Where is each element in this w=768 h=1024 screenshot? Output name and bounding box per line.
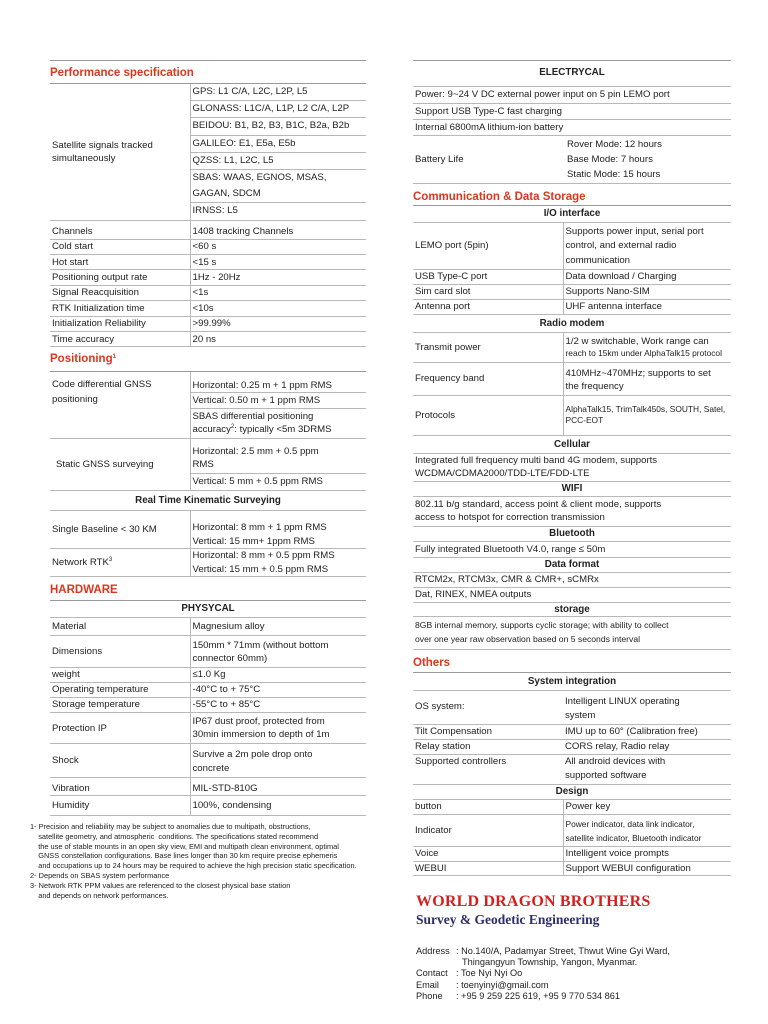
others-value-line: Intelligent LINUX operating: [565, 695, 680, 707]
format-title: Data format: [413, 558, 731, 573]
hw-value-line: 30min immersion to depth of 1m: [192, 729, 330, 741]
design-label: WEBUI: [413, 861, 563, 876]
storage-line: over one year raw observation based on 5 seconds interval: [415, 633, 641, 644]
perf-label: Time accuracy: [50, 331, 190, 346]
hw-row: [50, 635, 366, 667]
battery-life-value: Base Mode: 7 hours: [567, 154, 653, 165]
phone-value: : +95 9 259 225 619, +95 9 770 534 861: [456, 990, 620, 1001]
radio-value: [563, 362, 731, 395]
system-integration-title: System integration: [413, 672, 731, 691]
positioning-title: [50, 347, 366, 372]
hw-label: Protection IP: [50, 713, 190, 744]
static-h-line: Horizontal: 2.5 mm + 0.5 ppm: [192, 446, 319, 458]
radio-value-line: 1/2 w switchable, Work range can: [565, 335, 709, 347]
static-v: Vertical: 5 mm + 0.5 ppm RMS: [190, 473, 366, 490]
radio-table: [413, 333, 731, 436]
hw-label: weight: [50, 668, 190, 683]
network-sup: 3: [108, 557, 113, 564]
io-value: [563, 223, 731, 269]
io-label: USB Type-C port: [413, 269, 563, 284]
design-value: Power key: [563, 800, 731, 815]
static-row: [50, 439, 366, 473]
perf-row: [50, 239, 366, 254]
hw-label: Vibration: [50, 777, 190, 795]
io-value: Data download / Charging: [563, 269, 731, 284]
perf-value: 1408 tracking Channels: [190, 220, 366, 239]
sbas-accuracy: [190, 408, 366, 438]
battery-life-values: [563, 136, 731, 184]
design-value: Support WEBUI configuration: [563, 861, 731, 876]
contact-label: Address: [416, 946, 450, 956]
perf-row: [50, 301, 366, 316]
hw-value-line: Survive a 2m pole drop onto: [192, 749, 313, 761]
others-row: [413, 754, 731, 784]
others-value-line: All android devices with: [565, 755, 666, 767]
rtk-title: Real Time Kinematic Surveying: [50, 491, 366, 511]
hw-value: ≤1.0 Kg: [190, 668, 366, 683]
radio-value-line: 410MHz~470MHz; supports to set: [565, 367, 711, 379]
radio-label: Protocols: [413, 395, 563, 435]
sat-value: GAGAN, SDCM: [191, 186, 367, 203]
radio-label: Transmit power: [413, 333, 563, 362]
company-subtitle: Survey & Geodetic Engineering: [416, 912, 600, 927]
radio-value-line: AlphaTalk15, TrimTalk450s, SOUTH, Satel,: [565, 403, 726, 414]
battery-life-label: Battery Life: [413, 136, 563, 184]
design-label: button: [413, 800, 563, 815]
footnote-line: and depends on network performances.: [30, 890, 169, 900]
physical-title: PHYSYCAL: [50, 600, 366, 618]
design-value-line: Power indicator, data link indicator,: [565, 819, 695, 830]
positioning-table: [50, 372, 366, 490]
hw-value-line: 150mm * 71mm (without bottom: [192, 639, 329, 651]
perf-row: [50, 220, 366, 239]
rtk-table: [50, 511, 366, 578]
sbas-text: accuracy: [192, 424, 231, 436]
design-value: [563, 815, 731, 847]
contact-label: Email: [416, 979, 439, 990]
positioning-title-text: Positioning: [50, 353, 113, 366]
sat-value: BEIDOU: B1, B2, B3, B1C, B2a, B2b: [191, 118, 367, 135]
perf-label: Signal Reacquisition: [50, 285, 190, 300]
design-label: Indicator: [413, 815, 563, 847]
perf-value: <15 s: [190, 255, 366, 270]
radio-value: [563, 333, 731, 362]
radio-value-line: PCC-EOT: [565, 415, 604, 426]
storage-spec: [413, 617, 731, 650]
perf-row: [50, 285, 366, 300]
io-title: I/O interface: [413, 206, 731, 223]
sat-value: GLONASS: L1C/A, L1P, L2 C/A, L2P: [191, 101, 367, 118]
network-row: [50, 549, 366, 563]
hw-row: [50, 713, 366, 744]
perf-row: [50, 270, 366, 285]
others-value-line: system: [565, 709, 596, 721]
network-v: Vertical: 15 mm + 0.5 ppm RMS: [190, 563, 366, 577]
hw-label: Material: [50, 618, 190, 635]
contact-value: : No.140/A, Padamyar Street, Thwut Wine Gyi Ward,: [456, 946, 670, 956]
single-label: Single Baseline < 30 KM: [50, 511, 190, 549]
hw-label: Humidity: [50, 795, 190, 815]
design-table: [413, 800, 731, 877]
contact-label: Contact: [416, 968, 448, 979]
wifi-title: WIFI: [413, 482, 731, 497]
footnote-line: 1- Precision and reliability may be subject to anomalies due to multipath, obstructions,: [30, 822, 311, 831]
io-row: [413, 223, 731, 269]
sbas-line: SBAS differential positioning: [192, 410, 314, 422]
sat-value: QZSS: L1, L2C, L5: [191, 153, 367, 170]
io-row: [413, 299, 731, 314]
perf-label: Initialization Reliability: [50, 316, 190, 331]
format-line: Dat, RINEX, NMEA outputs: [413, 588, 731, 603]
single-h: Horizontal: 8 mm + 1 ppm RMS: [190, 511, 366, 535]
hardware-table: [50, 618, 366, 816]
sat-value: SBAS: WAAS, EGNOS, MSAS,: [192, 172, 327, 184]
footnote-line: the use of stable mounts in an open sky view, EMI and multipath clean environment, optimal: [30, 841, 339, 851]
footnote-line: satellite geometry, and atmospheric conditions. The specifications stated recommend: [30, 831, 319, 841]
static-h: [190, 439, 366, 473]
hw-value: [190, 713, 366, 744]
perf-value: 1Hz - 20Hz: [190, 270, 366, 285]
perf-value: 20 ns: [190, 331, 366, 346]
footnote-line: GNSS constellation configurations. Base lines longer than 30 km require precise ephemeris: [30, 851, 338, 861]
sbas-line: [193, 423, 365, 436]
contact-table: [416, 946, 670, 1002]
positioning-title-sup: 1: [112, 354, 116, 361]
static-h-line: RMS: [192, 459, 214, 471]
electrical-title: ELECTRYCAL: [413, 61, 731, 87]
design-title: Design: [413, 785, 731, 800]
right-column: [413, 0, 731, 876]
performance-title: Performance specification: [50, 61, 366, 84]
design-row: [413, 847, 731, 862]
others-row: [413, 739, 731, 754]
others-value: IMU up to 60° (Calibration free): [563, 724, 731, 739]
static-label: Static GNSS surveying: [50, 439, 190, 490]
design-row: [413, 815, 731, 847]
contact-row: [416, 980, 670, 991]
radio-value-line: the frequency: [565, 380, 624, 392]
perf-label: RTK Initialization time: [50, 301, 190, 316]
others-row: [413, 691, 731, 725]
others-label: Tilt Compensation: [413, 724, 563, 739]
cellular-title: Cellular: [413, 436, 731, 454]
format-line: RTCM2x, RTCM3x, CMR & CMR+, sCMRx: [413, 573, 731, 588]
hw-value: [190, 635, 366, 667]
hw-label: Storage temperature: [50, 698, 190, 713]
hw-value: Magnesium alloy: [190, 618, 366, 635]
io-value-line: control, and external radio: [565, 240, 677, 252]
io-label: LEMO port (5pin): [413, 223, 563, 269]
bluetooth-spec: Fully integrated Bluetooth V4.0, range ≤ 50m: [413, 542, 731, 558]
hardware-title: HARDWARE: [50, 584, 118, 597]
wifi-line: 802.11 b/g standard, access point & client mode, supports: [415, 499, 662, 511]
usb-spec: Support USB Type-C fast charging: [413, 104, 731, 120]
satellite-label-line: Satellite signals tracked: [52, 139, 153, 151]
io-value-line: communication: [565, 254, 631, 266]
code-diff-h: Horizontal: 0.25 m + 1 ppm RMS: [190, 372, 366, 392]
io-label: Sim card slot: [413, 284, 563, 299]
sat-value: GPS: L1 C/A, L2C, L2P, L5: [191, 84, 367, 101]
perf-row: [50, 255, 366, 270]
hw-row: [50, 668, 366, 683]
others-row: [413, 724, 731, 739]
radio-value-line: reach to 15km under AlphaTalk15 protocol: [565, 348, 722, 359]
io-value-line: Supports power input, serial port: [565, 226, 704, 237]
hw-value: -40°C to + 75°C: [190, 683, 366, 698]
email-value[interactable]: : toenyinyi@gmail.com: [456, 979, 549, 990]
design-value: Intelligent voice prompts: [563, 847, 731, 862]
code-diff-label-line: Code differential GNSS: [52, 379, 152, 391]
hw-value-line: concrete: [192, 762, 230, 774]
hw-label: Operating temperature: [50, 683, 190, 698]
radio-row: [413, 362, 731, 395]
radio-row: [413, 395, 731, 435]
hw-row: [50, 698, 366, 713]
storage-line: 8GB internal memory, supports cyclic storage; with ability to collect: [415, 619, 669, 630]
battery-life-value: Rover Mode: 12 hours: [567, 139, 662, 150]
battery-life-row: [413, 136, 731, 184]
perf-label: Cold start: [50, 239, 190, 254]
contact-row: [416, 991, 670, 1002]
contact-label: Phone: [416, 990, 443, 1001]
left-column: [50, 0, 366, 816]
contact-row: [416, 968, 670, 979]
hw-value: MIL-STD-810G: [190, 777, 366, 795]
satellite-label-line: simultaneously: [52, 152, 116, 164]
others-title: Others: [413, 656, 451, 669]
hw-row: [50, 744, 366, 777]
others-label: OS system:: [413, 691, 563, 725]
others-table: [413, 691, 731, 785]
network-label: [50, 549, 190, 577]
others-value: [563, 691, 731, 725]
sat-value: GALILEO: E1, E5a, E5b: [191, 136, 367, 153]
hw-row: [50, 618, 366, 635]
footnote-line: and occupations up to 24 hours may be required to achieve the high precision static specification.: [30, 861, 357, 871]
power-spec: Power: 9~24 V DC external power input on 5 pin LEMO port: [413, 87, 731, 104]
satellite-label: [50, 84, 190, 220]
network-h: Horizontal: 8 mm + 0.5 ppm RMS: [190, 549, 366, 563]
contact-label-empty: [416, 957, 456, 968]
design-row: [413, 800, 731, 815]
io-value: Supports Nano-SIM: [563, 284, 731, 299]
io-label: Antenna port: [413, 299, 563, 314]
hw-row: [50, 795, 366, 815]
perf-row: [50, 316, 366, 331]
perf-label: Positioning output rate: [50, 270, 190, 285]
perf-value: >99.99%: [190, 316, 366, 331]
others-value-line: supported software: [565, 769, 647, 781]
wifi-line: access to hotspot for correction transmission: [415, 512, 605, 524]
io-row: [413, 269, 731, 284]
satellite-row: [50, 84, 366, 220]
hw-value: 100%, condensing: [190, 795, 366, 815]
hw-value-line: IP67 dust proof, protected from: [192, 716, 325, 728]
comm-title: Communication & Data Storage: [413, 184, 731, 206]
radio-value: [563, 395, 731, 435]
sbas-text: : typically <5m 3DRMS: [234, 424, 332, 436]
bluetooth-title: Bluetooth: [413, 527, 731, 542]
wifi-spec: [413, 497, 731, 526]
single-v: Vertical: 15 mm+ 1ppm RMS: [190, 535, 366, 549]
company-name: WORLD DRAGON BROTHERS: [416, 893, 651, 910]
code-diff-label: [50, 372, 190, 438]
performance-table: [50, 84, 366, 347]
design-label: Voice: [413, 847, 563, 862]
cellular-line: Integrated full frequency multi band 4G modem, supports: [415, 454, 658, 466]
sat-value: IRNSS: L5: [192, 205, 238, 217]
hw-value-line: connector 60mm): [192, 652, 268, 664]
contact-value: Thingangyun Township, Yangon, Myanmar.: [462, 957, 638, 968]
radio-title: Radio modem: [413, 315, 731, 333]
io-value: UHF antenna interface: [563, 299, 731, 314]
battery-life-value: Static Mode: 15 hours: [567, 169, 661, 180]
footnote-line: 3- Network RTK PPM values are referenced to the closest physical base station: [30, 880, 291, 890]
perf-value: <60 s: [190, 239, 366, 254]
contact-row: [416, 957, 670, 968]
battery-life-table: [413, 136, 731, 184]
contact-row: [416, 946, 670, 957]
code-diff-v: Vertical: 0.50 m + 1 ppm RMS: [190, 392, 366, 408]
company-block: [416, 893, 736, 1002]
code-diff-label-line: positioning: [52, 393, 98, 405]
footnote-line: 2- Depends on SBAS system performance: [30, 870, 170, 880]
hw-label: Dimensions: [50, 635, 190, 667]
single-row: [50, 511, 366, 535]
cellular-spec: [413, 454, 731, 482]
perf-label: Channels: [50, 220, 190, 239]
perf-row: [50, 331, 366, 346]
radio-label: Frequency band: [413, 362, 563, 395]
design-value-line: satellite indicator, Bluetooth indicator: [565, 833, 702, 844]
cellular-line: WCDMA/CDMA2000/TDD-LTE/FDD-LTE: [415, 467, 590, 479]
hw-label: Shock: [50, 744, 190, 777]
storage-title: storage: [413, 603, 731, 617]
hw-row: [50, 683, 366, 698]
others-label: Relay station: [413, 739, 563, 754]
hw-row: [50, 777, 366, 795]
satellite-values: [190, 84, 366, 220]
hw-value: -55°C to + 85°C: [190, 698, 366, 713]
radio-row: [413, 333, 731, 362]
battery-spec: Internal 6800mA lithium-ion battery: [413, 120, 731, 136]
perf-value: <1s: [190, 285, 366, 300]
design-row: [413, 861, 731, 876]
others-label: Supported controllers: [413, 754, 563, 784]
hw-value: [190, 744, 366, 777]
footnotes: [30, 822, 400, 900]
io-row: [413, 284, 731, 299]
others-value: [563, 754, 731, 784]
network-label-text: Network RTK: [52, 557, 109, 569]
contact-value: : Toe Nyi Nyi Oo: [456, 968, 523, 979]
others-value: CORS relay, Radio relay: [563, 739, 731, 754]
perf-value: <10s: [190, 301, 366, 316]
code-diff-row: [50, 372, 366, 392]
io-table: [413, 223, 731, 315]
sbas-sup: 2: [230, 424, 235, 431]
perf-label: Hot start: [50, 255, 190, 270]
